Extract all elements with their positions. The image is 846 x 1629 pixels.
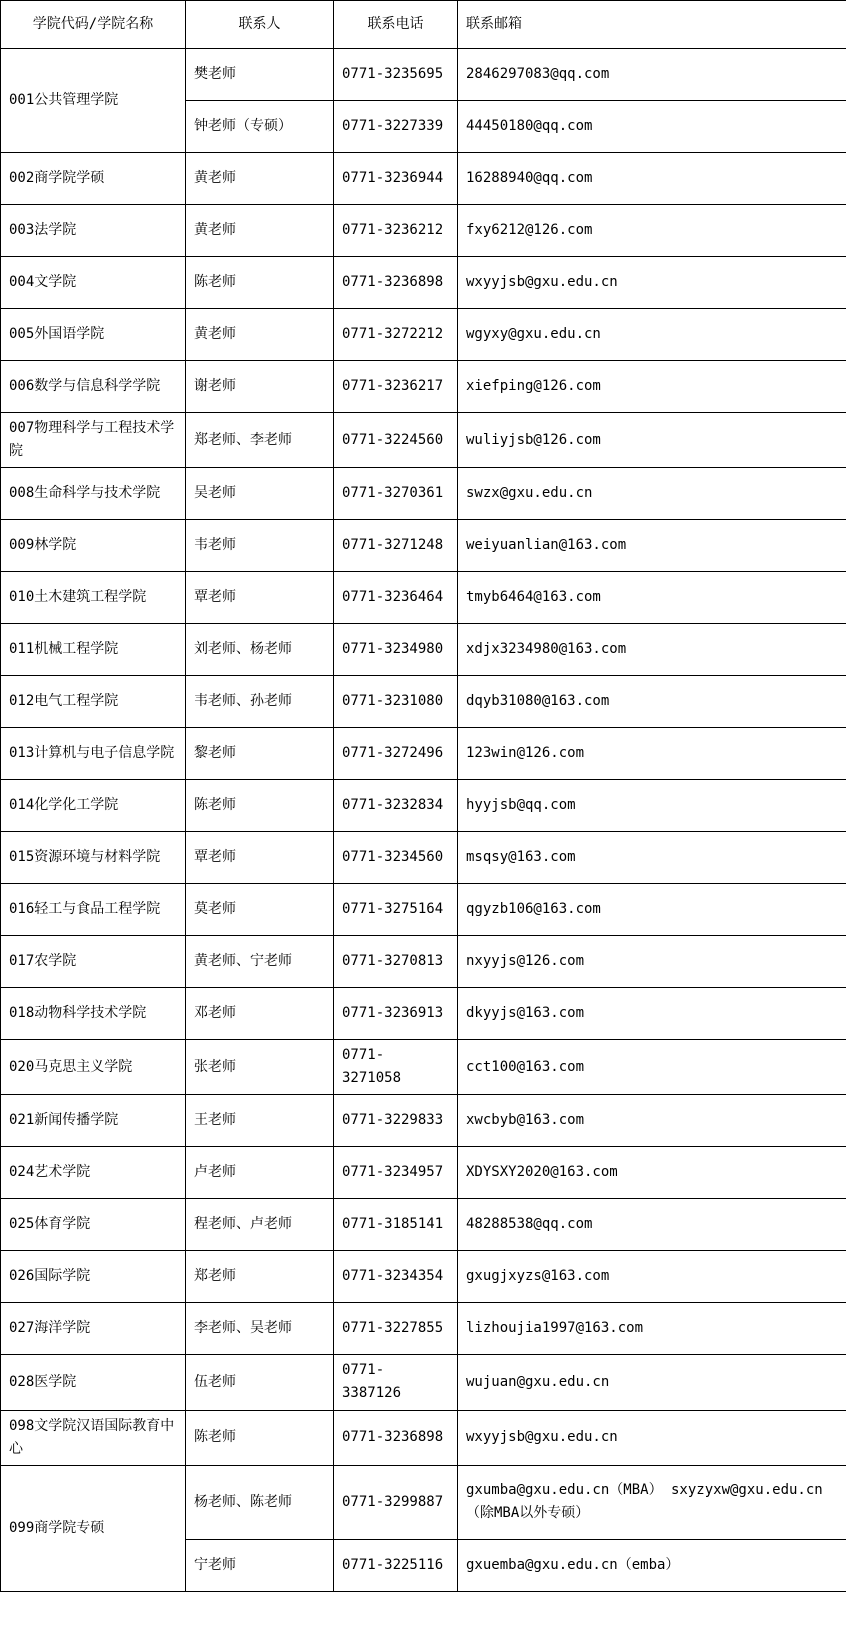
phone-cell: 0771-3275164 xyxy=(334,884,458,936)
phone-cell: 0771-3227339 xyxy=(334,101,458,153)
email-cell: wujuan@gxu.edu.cn xyxy=(458,1355,846,1410)
college-cell: 018动物科学技术学院 xyxy=(1,988,186,1040)
phone-cell: 0771-3224560 xyxy=(334,413,458,468)
contact-name-cell: 韦老师 xyxy=(186,520,334,572)
contact-name-cell: 郑老师、李老师 xyxy=(186,413,334,468)
college-cell: 017农学院 xyxy=(1,936,186,988)
college-cell: 016轻工与食品工程学院 xyxy=(1,884,186,936)
phone-cell: 0771-3271248 xyxy=(334,520,458,572)
phone-cell: 0771-3236944 xyxy=(334,153,458,205)
table-row xyxy=(1,1095,846,1147)
phone-cell: 0771-3272496 xyxy=(334,728,458,780)
email-cell: xiefping@126.com xyxy=(458,361,846,413)
phone-cell: 0771-3231080 xyxy=(334,676,458,728)
phone-cell: 0771- 3387126 xyxy=(334,1355,458,1410)
college-cell: 099商学院专硕 xyxy=(1,1465,186,1591)
email-cell: tmyb6464@163.com xyxy=(458,572,846,624)
contact-name-cell: 卢老师 xyxy=(186,1147,334,1199)
email-cell: wuliyjsb@126.com xyxy=(458,413,846,468)
email-cell: qgyzb106@163.com xyxy=(458,884,846,936)
college-cell: 012电气工程学院 xyxy=(1,676,186,728)
phone-cell: 0771-3227855 xyxy=(334,1303,458,1355)
table-row xyxy=(1,205,846,257)
email-cell: XDYSXY2020@163.com xyxy=(458,1147,846,1199)
phone-cell: 0771-3236913 xyxy=(334,988,458,1040)
phone-cell: 0771-3236898 xyxy=(334,257,458,309)
contact-name-cell: 刘老师、杨老师 xyxy=(186,624,334,676)
college-cell: 006数学与信息科学学院 xyxy=(1,361,186,413)
contact-name-cell: 樊老师 xyxy=(186,49,334,101)
email-cell: weiyuanlian@163.com xyxy=(458,520,846,572)
table-row xyxy=(1,153,846,205)
college-cell: 008生命科学与技术学院 xyxy=(1,468,186,520)
phone-cell: 0771-3234354 xyxy=(334,1251,458,1303)
college-cell: 013计算机与电子信息学院 xyxy=(1,728,186,780)
table-row xyxy=(1,624,846,676)
table-row xyxy=(1,832,846,884)
contact-name-cell: 王老师 xyxy=(186,1095,334,1147)
email-cell: 2846297083@qq.com xyxy=(458,49,846,101)
contact-name-cell: 张老师 xyxy=(186,1040,334,1095)
table-row xyxy=(1,1199,846,1251)
phone-cell: 0771-3299887 xyxy=(334,1465,458,1539)
phone-cell: 0771-3234980 xyxy=(334,624,458,676)
contact-name-cell: 黎老师 xyxy=(186,728,334,780)
table-row xyxy=(1,1355,846,1410)
table-row xyxy=(1,572,846,624)
college-cell: 028医学院 xyxy=(1,1355,186,1410)
table-row xyxy=(1,468,846,520)
email-cell: gxumba@gxu.edu.cn（MBA） sxyzyxw@gxu.edu.cn（除MBA以外专硕） xyxy=(458,1465,846,1539)
email-cell: wgyxy@gxu.edu.cn xyxy=(458,309,846,361)
phone-cell: 0771-3236464 xyxy=(334,572,458,624)
email-cell: fxy6212@126.com xyxy=(458,205,846,257)
email-cell: gxugjxyzs@163.com xyxy=(458,1251,846,1303)
email-cell: swzx@gxu.edu.cn xyxy=(458,468,846,520)
email-cell: hyyjsb@qq.com xyxy=(458,780,846,832)
phone-cell: 0771-3235695 xyxy=(334,49,458,101)
email-cell: msqsy@163.com xyxy=(458,832,846,884)
contact-name-cell: 黄老师 xyxy=(186,205,334,257)
table-row xyxy=(1,1147,846,1199)
phone-cell: 0771-3272212 xyxy=(334,309,458,361)
table-row xyxy=(1,1040,846,1095)
table-row xyxy=(1,257,846,309)
table-row xyxy=(1,988,846,1040)
table-header xyxy=(1,1,846,49)
email-cell: gxuemba@gxu.edu.cn（emba） xyxy=(458,1539,846,1591)
phone-cell: 0771-3270361 xyxy=(334,468,458,520)
email-cell: cct100@163.com xyxy=(458,1040,846,1095)
table-row xyxy=(1,1465,846,1539)
contact-name-cell: 谢老师 xyxy=(186,361,334,413)
table-row xyxy=(1,1303,846,1355)
phone-cell: 0771-3232834 xyxy=(334,780,458,832)
email-cell: dkyyjs@163.com xyxy=(458,988,846,1040)
phone-cell: 0771-3236217 xyxy=(334,361,458,413)
table-body xyxy=(1,49,846,1592)
college-cell: 007物理科学与工程技术学院 xyxy=(1,413,186,468)
college-cell: 025体育学院 xyxy=(1,1199,186,1251)
table-row xyxy=(1,1410,846,1465)
college-cell: 004文学院 xyxy=(1,257,186,309)
header-row xyxy=(1,1,846,49)
phone-cell: 0771-3229833 xyxy=(334,1095,458,1147)
college-cell: 024艺术学院 xyxy=(1,1147,186,1199)
table-row xyxy=(1,49,846,101)
contact-name-cell: 宁老师 xyxy=(186,1539,334,1591)
email-cell: lizhoujia1997@163.com xyxy=(458,1303,846,1355)
contact-name-cell: 吴老师 xyxy=(186,468,334,520)
contact-name-cell: 覃老师 xyxy=(186,832,334,884)
table-row xyxy=(1,936,846,988)
college-cell: 003法学院 xyxy=(1,205,186,257)
phone-cell: 0771-3236898 xyxy=(334,1410,458,1465)
table-row xyxy=(1,309,846,361)
contact-name-cell: 伍老师 xyxy=(186,1355,334,1410)
contact-name-cell: 钟老师（专硕） xyxy=(186,101,334,153)
email-cell: 48288538@qq.com xyxy=(458,1199,846,1251)
contact-name-cell: 邓老师 xyxy=(186,988,334,1040)
contact-name-cell: 程老师、卢老师 xyxy=(186,1199,334,1251)
email-cell: xdjx3234980@163.com xyxy=(458,624,846,676)
table-row xyxy=(1,520,846,572)
email-cell: nxyyjs@126.com xyxy=(458,936,846,988)
contact-name-cell: 李老师、吴老师 xyxy=(186,1303,334,1355)
email-cell: xwcbyb@163.com xyxy=(458,1095,846,1147)
phone-cell: 0771-3225116 xyxy=(334,1539,458,1591)
column-header: 联系电话 xyxy=(334,1,458,49)
college-cell: 002商学院学硕 xyxy=(1,153,186,205)
email-cell: dqyb31080@163.com xyxy=(458,676,846,728)
email-cell: 44450180@qq.com xyxy=(458,101,846,153)
phone-cell: 0771-3234560 xyxy=(334,832,458,884)
college-cell: 020马克思主义学院 xyxy=(1,1040,186,1095)
table-row xyxy=(1,884,846,936)
table-row xyxy=(1,728,846,780)
email-cell: wxyyjsb@gxu.edu.cn xyxy=(458,257,846,309)
table-row xyxy=(1,1251,846,1303)
college-cell: 098文学院汉语国际教育中心 xyxy=(1,1410,186,1465)
contact-name-cell: 陈老师 xyxy=(186,780,334,832)
college-cell: 010土木建筑工程学院 xyxy=(1,572,186,624)
column-header: 联系邮箱 xyxy=(458,1,846,49)
college-cell: 001公共管理学院 xyxy=(1,49,186,153)
contact-name-cell: 韦老师、孙老师 xyxy=(186,676,334,728)
table-row xyxy=(1,780,846,832)
college-cell: 015资源环境与材料学院 xyxy=(1,832,186,884)
contact-name-cell: 黄老师、宁老师 xyxy=(186,936,334,988)
phone-cell: 0771-3234957 xyxy=(334,1147,458,1199)
college-cell: 026国际学院 xyxy=(1,1251,186,1303)
phone-cell: 0771-3236212 xyxy=(334,205,458,257)
phone-cell: 0771-3270813 xyxy=(334,936,458,988)
contact-name-cell: 黄老师 xyxy=(186,153,334,205)
contact-name-cell: 黄老师 xyxy=(186,309,334,361)
table-row xyxy=(1,676,846,728)
college-cell: 014化学化工学院 xyxy=(1,780,186,832)
college-cell: 021新闻传播学院 xyxy=(1,1095,186,1147)
email-cell: 16288940@qq.com xyxy=(458,153,846,205)
column-header: 学院代码/学院名称 xyxy=(1,1,186,49)
table-row xyxy=(1,361,846,413)
contact-name-cell: 杨老师、陈老师 xyxy=(186,1465,334,1539)
contact-name-cell: 郑老师 xyxy=(186,1251,334,1303)
contact-name-cell: 陈老师 xyxy=(186,1410,334,1465)
college-cell: 027海洋学院 xyxy=(1,1303,186,1355)
email-cell: 123win@126.com xyxy=(458,728,846,780)
college-cell: 011机械工程学院 xyxy=(1,624,186,676)
contact-name-cell: 莫老师 xyxy=(186,884,334,936)
phone-cell: 0771-3185141 xyxy=(334,1199,458,1251)
email-cell: wxyyjsb@gxu.edu.cn xyxy=(458,1410,846,1465)
college-cell: 005外国语学院 xyxy=(1,309,186,361)
college-cell: 009林学院 xyxy=(1,520,186,572)
contact-name-cell: 覃老师 xyxy=(186,572,334,624)
phone-cell: 0771- 3271058 xyxy=(334,1040,458,1095)
column-header: 联系人 xyxy=(186,1,334,49)
table-row xyxy=(1,413,846,468)
contact-name-cell: 陈老师 xyxy=(186,257,334,309)
